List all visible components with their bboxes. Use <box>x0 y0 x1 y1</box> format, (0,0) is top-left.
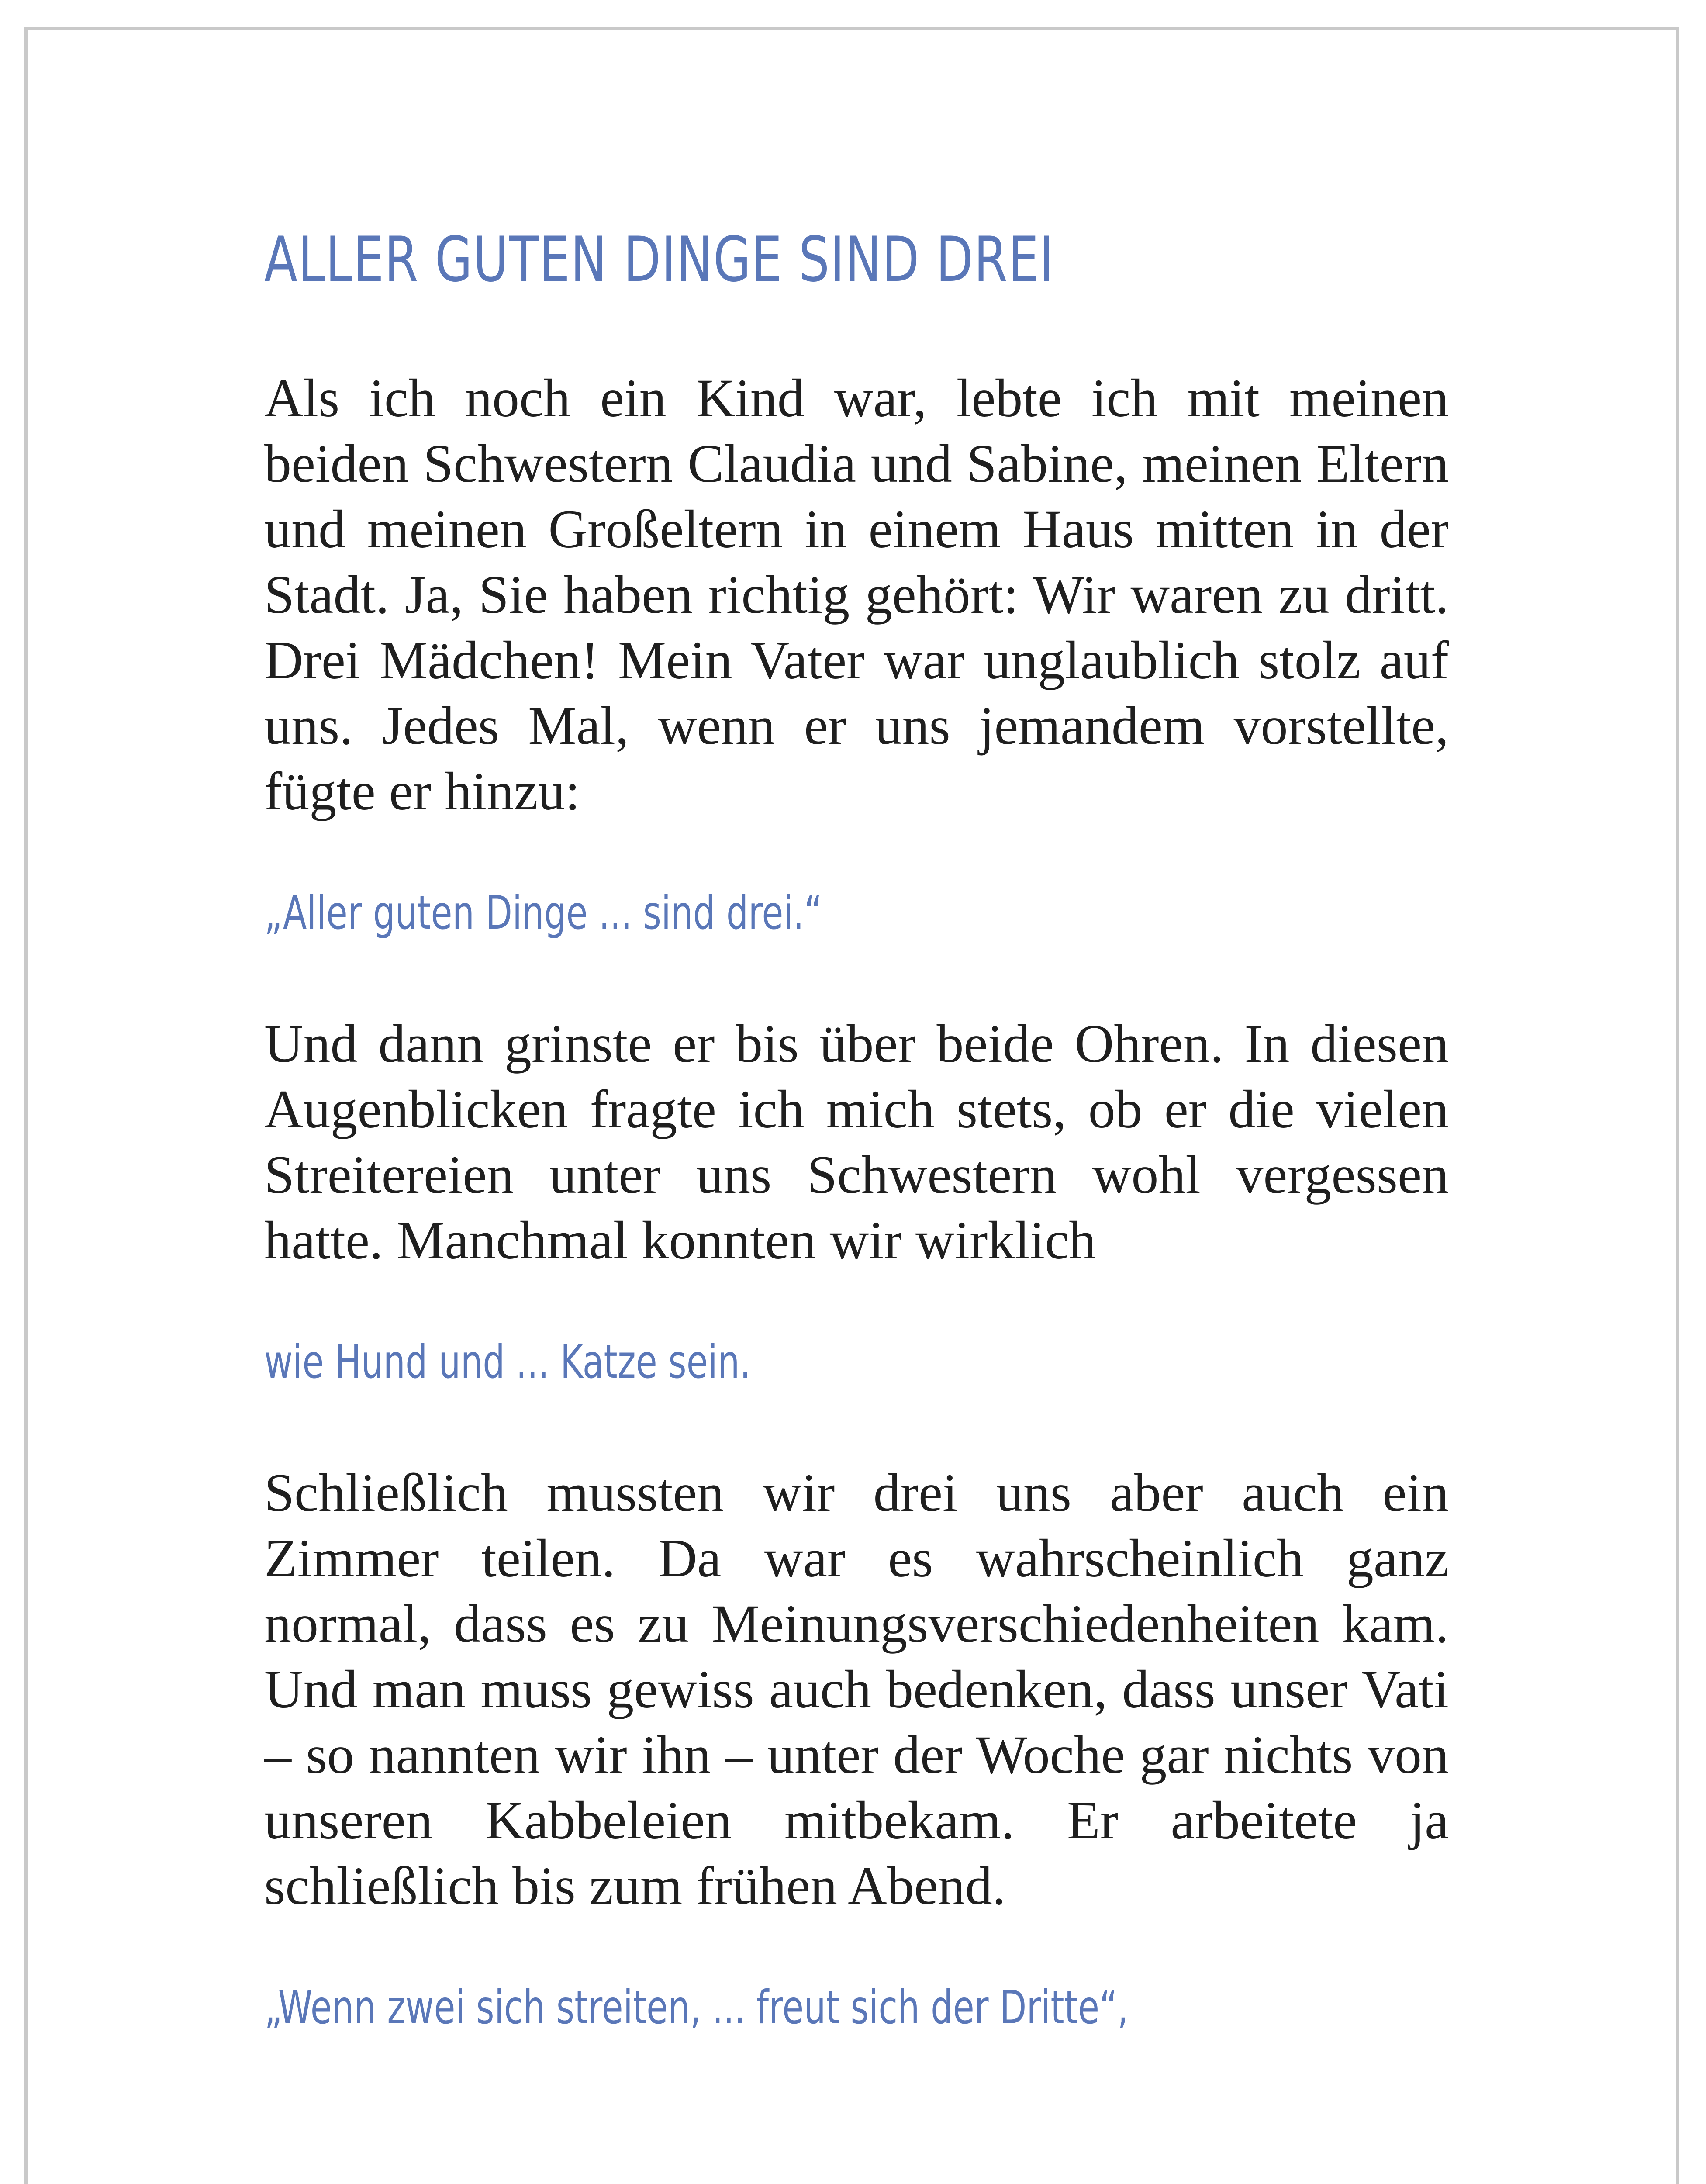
highlighted-quote-1: „Aller guten Dinge ... sind drei.“ <box>264 886 822 940</box>
chapter-title: ALLER GUTEN DINGE SIND DREI <box>264 224 1055 296</box>
highlighted-quote-3: „Wenn zwei sich streiten, ... freut sich der Dritte“, <box>264 1981 1129 2034</box>
body-paragraph-2: Und dann grinste er bis über beide Ohren. In diesen Augenblicken fragte ich mich stets, ob er die vielen Streitereien unter uns Schwestern wohl vergessen hatte. Manchmal konnten wir wirklich <box>264 1014 1449 1270</box>
body-paragraph-1: Als ich noch ein Kind war, lebte ich mit meinen beiden Schwestern Claudia und Sabine, meinen Eltern und meinen Großeltern in einem Haus mitten in der Stadt. Ja, Sie haben richtig gehört: Wir waren zu dritt. Drei Mädchen! Mein Vater war unglaublich stolz auf uns. Jedes Mal, wenn er uns jemandem vorstellte, fügte er hinzu: <box>264 368 1449 821</box>
highlighted-quote-2: wie Hund und ... Katze sein. <box>264 1335 751 1389</box>
body-paragraph-3: Schließlich mussten wir drei uns aber auch ein Zimmer teilen. Da war es wahrscheinlich ganz normal, dass es zu Meinungsverschiedenheiten kam. Und man muss gewiss auch bedenken, dass unser Vati – so nannten wir ihn – unter der Woche gar nichts von unseren Kabbeleien mitbekam. Er arbeitete ja schließlich bis zum frühen Abend. <box>264 1463 1449 1916</box>
page-content <box>264 223 1449 2036</box>
